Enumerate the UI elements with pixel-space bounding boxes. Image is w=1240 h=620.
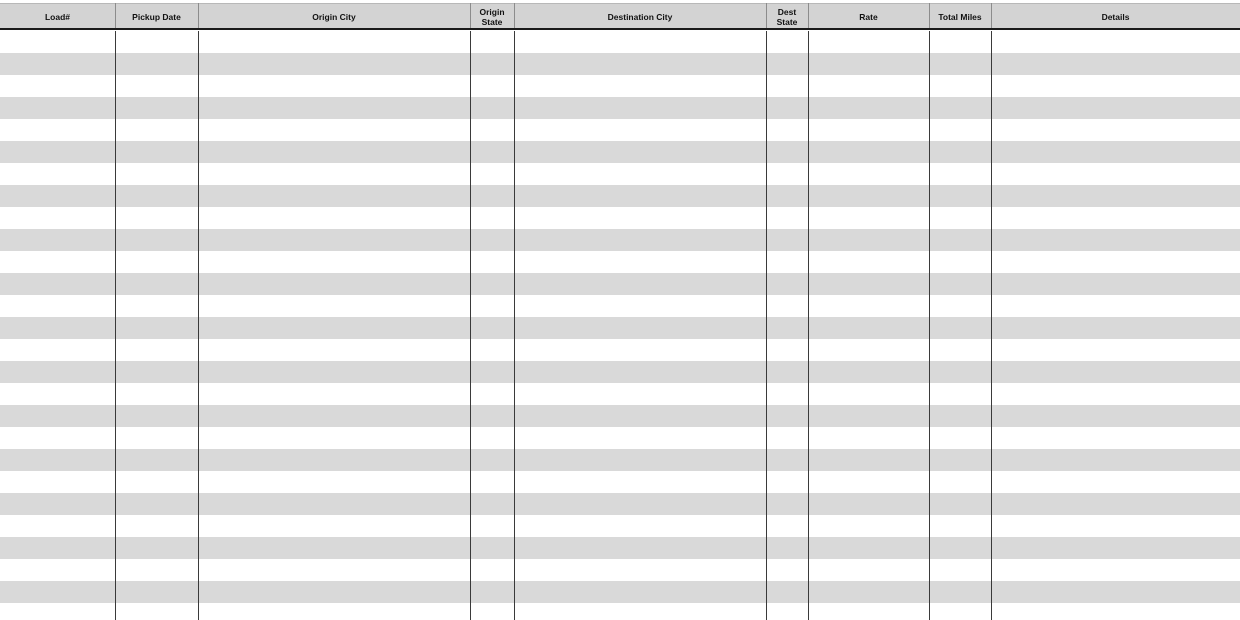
cell-origin-city[interactable]: [198, 361, 470, 383]
cell-load[interactable]: [0, 603, 115, 620]
cell-total-miles[interactable]: [929, 119, 991, 141]
cell-origin-state[interactable]: [470, 317, 514, 339]
cell-load[interactable]: [0, 185, 115, 207]
column-divider: [929, 3, 930, 28]
table-row: [0, 427, 1240, 449]
cell-destination-city[interactable]: [514, 251, 766, 273]
cell-origin-state[interactable]: [470, 119, 514, 141]
cell-origin-state[interactable]: [470, 603, 514, 620]
table-row: [0, 449, 1240, 471]
cell-total-miles[interactable]: [929, 317, 991, 339]
cell-destination-city[interactable]: [514, 383, 766, 405]
cell-details[interactable]: [991, 53, 1240, 75]
cell-details[interactable]: [991, 207, 1240, 229]
cell-origin-state[interactable]: [470, 163, 514, 185]
cell-origin-city[interactable]: [198, 339, 470, 361]
cell-rate[interactable]: [808, 53, 929, 75]
cell-dest-state[interactable]: [766, 581, 808, 603]
cell-total-miles[interactable]: [929, 185, 991, 207]
cell-details[interactable]: [991, 75, 1240, 97]
cell-details[interactable]: [991, 31, 1240, 53]
cell-load[interactable]: [0, 31, 115, 53]
cell-rate[interactable]: [808, 97, 929, 119]
cell-pickup-date[interactable]: [115, 581, 198, 603]
cell-rate[interactable]: [808, 493, 929, 515]
cell-dest-state[interactable]: [766, 119, 808, 141]
table-row: [0, 185, 1240, 207]
cell-pickup-date[interactable]: [115, 251, 198, 273]
cell-total-miles[interactable]: [929, 493, 991, 515]
cell-details[interactable]: [991, 163, 1240, 185]
cell-details[interactable]: [991, 493, 1240, 515]
cell-pickup-date[interactable]: [115, 97, 198, 119]
cell-load[interactable]: [0, 515, 115, 537]
cell-dest-state[interactable]: [766, 405, 808, 427]
cell-load[interactable]: [0, 207, 115, 229]
cell-rate[interactable]: [808, 251, 929, 273]
table-row: [0, 75, 1240, 97]
cell-rate[interactable]: [808, 75, 929, 97]
cell-load[interactable]: [0, 405, 115, 427]
cell-pickup-date[interactable]: [115, 471, 198, 493]
cell-destination-city[interactable]: [514, 207, 766, 229]
cell-dest-state[interactable]: [766, 141, 808, 163]
column-divider: [470, 31, 471, 620]
cell-origin-state[interactable]: [470, 537, 514, 559]
cell-pickup-date[interactable]: [115, 141, 198, 163]
cell-total-miles[interactable]: [929, 31, 991, 53]
table-row: [0, 581, 1240, 603]
cell-load[interactable]: [0, 229, 115, 251]
cell-load[interactable]: [0, 559, 115, 581]
cell-origin-state[interactable]: [470, 229, 514, 251]
cell-origin-state[interactable]: [470, 383, 514, 405]
cell-destination-city[interactable]: [514, 317, 766, 339]
cell-pickup-date[interactable]: [115, 229, 198, 251]
cell-pickup-date[interactable]: [115, 449, 198, 471]
header-pickup-date[interactable]: Pickup Date: [132, 11, 181, 22]
column-divider: [991, 3, 992, 28]
table-row: [0, 515, 1240, 537]
cell-origin-state[interactable]: [470, 361, 514, 383]
cell-origin-state[interactable]: [470, 251, 514, 273]
cell-dest-state[interactable]: [766, 251, 808, 273]
cell-total-miles[interactable]: [929, 537, 991, 559]
cell-rate[interactable]: [808, 537, 929, 559]
cell-destination-city[interactable]: [514, 295, 766, 317]
cell-rate[interactable]: [808, 31, 929, 53]
cell-total-miles[interactable]: [929, 471, 991, 493]
cell-origin-state[interactable]: [470, 273, 514, 295]
cell-load[interactable]: [0, 273, 115, 295]
column-divider: [198, 3, 199, 28]
table-row: [0, 97, 1240, 119]
cell-origin-city[interactable]: [198, 295, 470, 317]
cell-origin-state[interactable]: [470, 185, 514, 207]
header-details[interactable]: Details: [1101, 11, 1130, 22]
cell-dest-state[interactable]: [766, 295, 808, 317]
cell-pickup-date[interactable]: [115, 427, 198, 449]
cell-destination-city[interactable]: [514, 97, 766, 119]
cell-destination-city[interactable]: [514, 515, 766, 537]
cell-origin-state[interactable]: [470, 515, 514, 537]
table-row: [0, 471, 1240, 493]
cell-pickup-date[interactable]: [115, 207, 198, 229]
table-row: [0, 559, 1240, 581]
cell-dest-state[interactable]: [766, 185, 808, 207]
cell-destination-city[interactable]: [514, 559, 766, 581]
cell-dest-state[interactable]: [766, 449, 808, 471]
cell-pickup-date[interactable]: [115, 515, 198, 537]
cell-origin-city[interactable]: [198, 515, 470, 537]
cell-destination-city[interactable]: [514, 339, 766, 361]
cell-details[interactable]: [991, 405, 1240, 427]
cell-dest-state[interactable]: [766, 229, 808, 251]
table-row: [0, 273, 1240, 295]
cell-origin-city[interactable]: [198, 251, 470, 273]
cell-origin-city[interactable]: [198, 537, 470, 559]
cell-details[interactable]: [991, 449, 1240, 471]
cell-details[interactable]: [991, 185, 1240, 207]
cell-origin-state[interactable]: [470, 559, 514, 581]
cell-load[interactable]: [0, 251, 115, 273]
cell-details[interactable]: [991, 317, 1240, 339]
cell-destination-city[interactable]: [514, 273, 766, 295]
cell-rate[interactable]: [808, 229, 929, 251]
column-divider: [766, 3, 767, 28]
cell-origin-state[interactable]: [470, 493, 514, 515]
cell-load[interactable]: [0, 339, 115, 361]
cell-origin-city[interactable]: [198, 559, 470, 581]
cell-destination-city[interactable]: [514, 75, 766, 97]
cell-rate[interactable]: [808, 317, 929, 339]
cell-origin-city[interactable]: [198, 493, 470, 515]
cell-destination-city[interactable]: [514, 449, 766, 471]
cell-load[interactable]: [0, 581, 115, 603]
header-rate[interactable]: Rate: [859, 11, 878, 22]
cell-pickup-date[interactable]: [115, 559, 198, 581]
header-divider: [0, 28, 1240, 30]
cell-total-miles[interactable]: [929, 581, 991, 603]
cell-rate[interactable]: [808, 163, 929, 185]
cell-total-miles[interactable]: [929, 405, 991, 427]
cell-destination-city[interactable]: [514, 141, 766, 163]
column-divider: [808, 3, 809, 28]
cell-origin-city[interactable]: [198, 229, 470, 251]
cell-dest-state[interactable]: [766, 75, 808, 97]
cell-rate[interactable]: [808, 185, 929, 207]
cell-origin-state[interactable]: [470, 427, 514, 449]
cell-pickup-date[interactable]: [115, 383, 198, 405]
cell-total-miles[interactable]: [929, 273, 991, 295]
cell-details[interactable]: [991, 383, 1240, 405]
cell-origin-state[interactable]: [470, 471, 514, 493]
column-divider: [514, 3, 515, 28]
cell-dest-state[interactable]: [766, 97, 808, 119]
cell-total-miles[interactable]: [929, 383, 991, 405]
cell-destination-city[interactable]: [514, 163, 766, 185]
cell-pickup-date[interactable]: [115, 53, 198, 75]
cell-load[interactable]: [0, 75, 115, 97]
column-divider: [766, 31, 767, 620]
cell-dest-state[interactable]: [766, 163, 808, 185]
cell-dest-state[interactable]: [766, 537, 808, 559]
table-row: [0, 119, 1240, 141]
cell-destination-city[interactable]: [514, 603, 766, 620]
cell-total-miles[interactable]: [929, 295, 991, 317]
header-load[interactable]: Load#: [44, 11, 71, 22]
header-origin-state[interactable]: Origin State: [479, 6, 505, 27]
column-divider: [991, 31, 992, 620]
cell-dest-state[interactable]: [766, 383, 808, 405]
cell-pickup-date[interactable]: [115, 295, 198, 317]
cell-details[interactable]: [991, 515, 1240, 537]
cell-destination-city[interactable]: [514, 581, 766, 603]
cell-details[interactable]: [991, 581, 1240, 603]
table-row: [0, 163, 1240, 185]
cell-load[interactable]: [0, 97, 115, 119]
cell-rate[interactable]: [808, 119, 929, 141]
cell-pickup-date[interactable]: [115, 75, 198, 97]
cell-pickup-date[interactable]: [115, 273, 198, 295]
cell-origin-city[interactable]: [198, 207, 470, 229]
column-divider: [514, 31, 515, 620]
cell-destination-city[interactable]: [514, 119, 766, 141]
column-divider: [115, 31, 116, 620]
cell-details[interactable]: [991, 559, 1240, 581]
table-row: [0, 251, 1240, 273]
header-dest-state[interactable]: Dest State: [776, 6, 798, 27]
cell-load[interactable]: [0, 449, 115, 471]
cell-pickup-date[interactable]: [115, 537, 198, 559]
cell-details[interactable]: [991, 229, 1240, 251]
column-divider: [115, 3, 116, 28]
cell-origin-state[interactable]: [470, 53, 514, 75]
cell-dest-state[interactable]: [766, 559, 808, 581]
cell-details[interactable]: [991, 273, 1240, 295]
cell-origin-city[interactable]: [198, 603, 470, 620]
cell-origin-state[interactable]: [470, 207, 514, 229]
cell-pickup-date[interactable]: [115, 185, 198, 207]
cell-details[interactable]: [991, 361, 1240, 383]
cell-dest-state[interactable]: [766, 207, 808, 229]
cell-dest-state[interactable]: [766, 493, 808, 515]
cell-rate[interactable]: [808, 559, 929, 581]
cell-origin-city[interactable]: [198, 75, 470, 97]
cell-origin-state[interactable]: [470, 449, 514, 471]
cell-origin-state[interactable]: [470, 405, 514, 427]
table-row: [0, 53, 1240, 75]
cell-pickup-date[interactable]: [115, 603, 198, 620]
header-destination-city[interactable]: Destination City: [607, 11, 673, 22]
cell-rate[interactable]: [808, 361, 929, 383]
cell-pickup-date[interactable]: [115, 405, 198, 427]
cell-dest-state[interactable]: [766, 515, 808, 537]
cell-details[interactable]: [991, 537, 1240, 559]
table-row: [0, 383, 1240, 405]
cell-load[interactable]: [0, 141, 115, 163]
cell-total-miles[interactable]: [929, 603, 991, 620]
cell-total-miles[interactable]: [929, 339, 991, 361]
cell-pickup-date[interactable]: [115, 163, 198, 185]
column-divider: [808, 31, 809, 620]
cell-origin-state[interactable]: [470, 31, 514, 53]
cell-details[interactable]: [991, 471, 1240, 493]
cell-details[interactable]: [991, 295, 1240, 317]
cell-destination-city[interactable]: [514, 427, 766, 449]
cell-origin-state[interactable]: [470, 97, 514, 119]
cell-destination-city[interactable]: [514, 471, 766, 493]
cell-load[interactable]: [0, 361, 115, 383]
column-divider: [470, 3, 471, 28]
cell-load[interactable]: [0, 163, 115, 185]
cell-destination-city[interactable]: [514, 537, 766, 559]
cell-details[interactable]: [991, 603, 1240, 620]
cell-rate[interactable]: [808, 449, 929, 471]
cell-origin-city[interactable]: [198, 53, 470, 75]
column-divider: [198, 31, 199, 620]
cell-dest-state[interactable]: [766, 471, 808, 493]
table-row: [0, 603, 1240, 620]
cell-total-miles[interactable]: [929, 53, 991, 75]
cell-load[interactable]: [0, 383, 115, 405]
cell-dest-state[interactable]: [766, 53, 808, 75]
cell-destination-city[interactable]: [514, 229, 766, 251]
cell-dest-state[interactable]: [766, 361, 808, 383]
cell-destination-city[interactable]: [514, 361, 766, 383]
cell-total-miles[interactable]: [929, 515, 991, 537]
cell-total-miles[interactable]: [929, 559, 991, 581]
cell-origin-city[interactable]: [198, 317, 470, 339]
cell-origin-city[interactable]: [198, 141, 470, 163]
cell-details[interactable]: [991, 119, 1240, 141]
cell-origin-city[interactable]: [198, 185, 470, 207]
cell-rate[interactable]: [808, 295, 929, 317]
cell-origin-city[interactable]: [198, 119, 470, 141]
table-row: [0, 537, 1240, 559]
table-row: [0, 31, 1240, 53]
cell-origin-city[interactable]: [198, 97, 470, 119]
cell-destination-city[interactable]: [514, 31, 766, 53]
cell-rate[interactable]: [808, 207, 929, 229]
cell-load[interactable]: [0, 317, 115, 339]
cell-details[interactable]: [991, 251, 1240, 273]
cell-rate[interactable]: [808, 383, 929, 405]
cell-rate[interactable]: [808, 581, 929, 603]
cell-origin-city[interactable]: [198, 405, 470, 427]
cell-origin-city[interactable]: [198, 471, 470, 493]
cell-destination-city[interactable]: [514, 185, 766, 207]
cell-origin-state[interactable]: [470, 339, 514, 361]
cell-load[interactable]: [0, 295, 115, 317]
cell-total-miles[interactable]: [929, 75, 991, 97]
table-row: [0, 361, 1240, 383]
cell-details[interactable]: [991, 427, 1240, 449]
cell-rate[interactable]: [808, 427, 929, 449]
cell-total-miles[interactable]: [929, 361, 991, 383]
cell-load[interactable]: [0, 471, 115, 493]
cell-rate[interactable]: [808, 471, 929, 493]
cell-total-miles[interactable]: [929, 163, 991, 185]
cell-pickup-date[interactable]: [115, 31, 198, 53]
cell-origin-state[interactable]: [470, 141, 514, 163]
cell-dest-state[interactable]: [766, 603, 808, 620]
header-origin-city[interactable]: Origin City: [312, 11, 356, 22]
cell-load[interactable]: [0, 537, 115, 559]
table-row: [0, 339, 1240, 361]
cell-origin-city[interactable]: [198, 449, 470, 471]
cell-rate[interactable]: [808, 515, 929, 537]
cell-origin-city[interactable]: [198, 163, 470, 185]
cell-rate[interactable]: [808, 273, 929, 295]
cell-load[interactable]: [0, 119, 115, 141]
cell-dest-state[interactable]: [766, 31, 808, 53]
cell-origin-city[interactable]: [198, 273, 470, 295]
cell-dest-state[interactable]: [766, 317, 808, 339]
table-row: [0, 229, 1240, 251]
cell-dest-state[interactable]: [766, 427, 808, 449]
cell-load[interactable]: [0, 493, 115, 515]
cell-dest-state[interactable]: [766, 273, 808, 295]
cell-total-miles[interactable]: [929, 97, 991, 119]
cell-rate[interactable]: [808, 339, 929, 361]
cell-origin-state[interactable]: [470, 75, 514, 97]
cell-origin-city[interactable]: [198, 383, 470, 405]
table-row: [0, 141, 1240, 163]
cell-pickup-date[interactable]: [115, 361, 198, 383]
cell-dest-state[interactable]: [766, 339, 808, 361]
cell-origin-city[interactable]: [198, 581, 470, 603]
table-row: [0, 405, 1240, 427]
cell-pickup-date[interactable]: [115, 493, 198, 515]
cell-total-miles[interactable]: [929, 251, 991, 273]
cell-total-miles[interactable]: [929, 229, 991, 251]
column-divider: [929, 31, 930, 620]
cell-load[interactable]: [0, 53, 115, 75]
cell-details[interactable]: [991, 141, 1240, 163]
cell-origin-state[interactable]: [470, 295, 514, 317]
cell-load[interactable]: [0, 427, 115, 449]
header-total-miles[interactable]: Total Miles: [938, 11, 982, 22]
cell-details[interactable]: [991, 97, 1240, 119]
cell-total-miles[interactable]: [929, 207, 991, 229]
header-row: [0, 3, 1240, 28]
table-row: [0, 493, 1240, 515]
cell-pickup-date[interactable]: [115, 317, 198, 339]
cell-total-miles[interactable]: [929, 427, 991, 449]
cell-total-miles[interactable]: [929, 449, 991, 471]
table-row: [0, 207, 1240, 229]
cell-origin-city[interactable]: [198, 427, 470, 449]
cell-rate[interactable]: [808, 141, 929, 163]
cell-destination-city[interactable]: [514, 53, 766, 75]
cell-total-miles[interactable]: [929, 141, 991, 163]
cell-rate[interactable]: [808, 405, 929, 427]
cell-rate[interactable]: [808, 603, 929, 620]
cell-destination-city[interactable]: [514, 493, 766, 515]
cell-pickup-date[interactable]: [115, 119, 198, 141]
cell-pickup-date[interactable]: [115, 339, 198, 361]
cell-origin-state[interactable]: [470, 581, 514, 603]
cell-origin-city[interactable]: [198, 31, 470, 53]
cell-details[interactable]: [991, 339, 1240, 361]
cell-destination-city[interactable]: [514, 405, 766, 427]
table-row: [0, 317, 1240, 339]
table-row: [0, 295, 1240, 317]
